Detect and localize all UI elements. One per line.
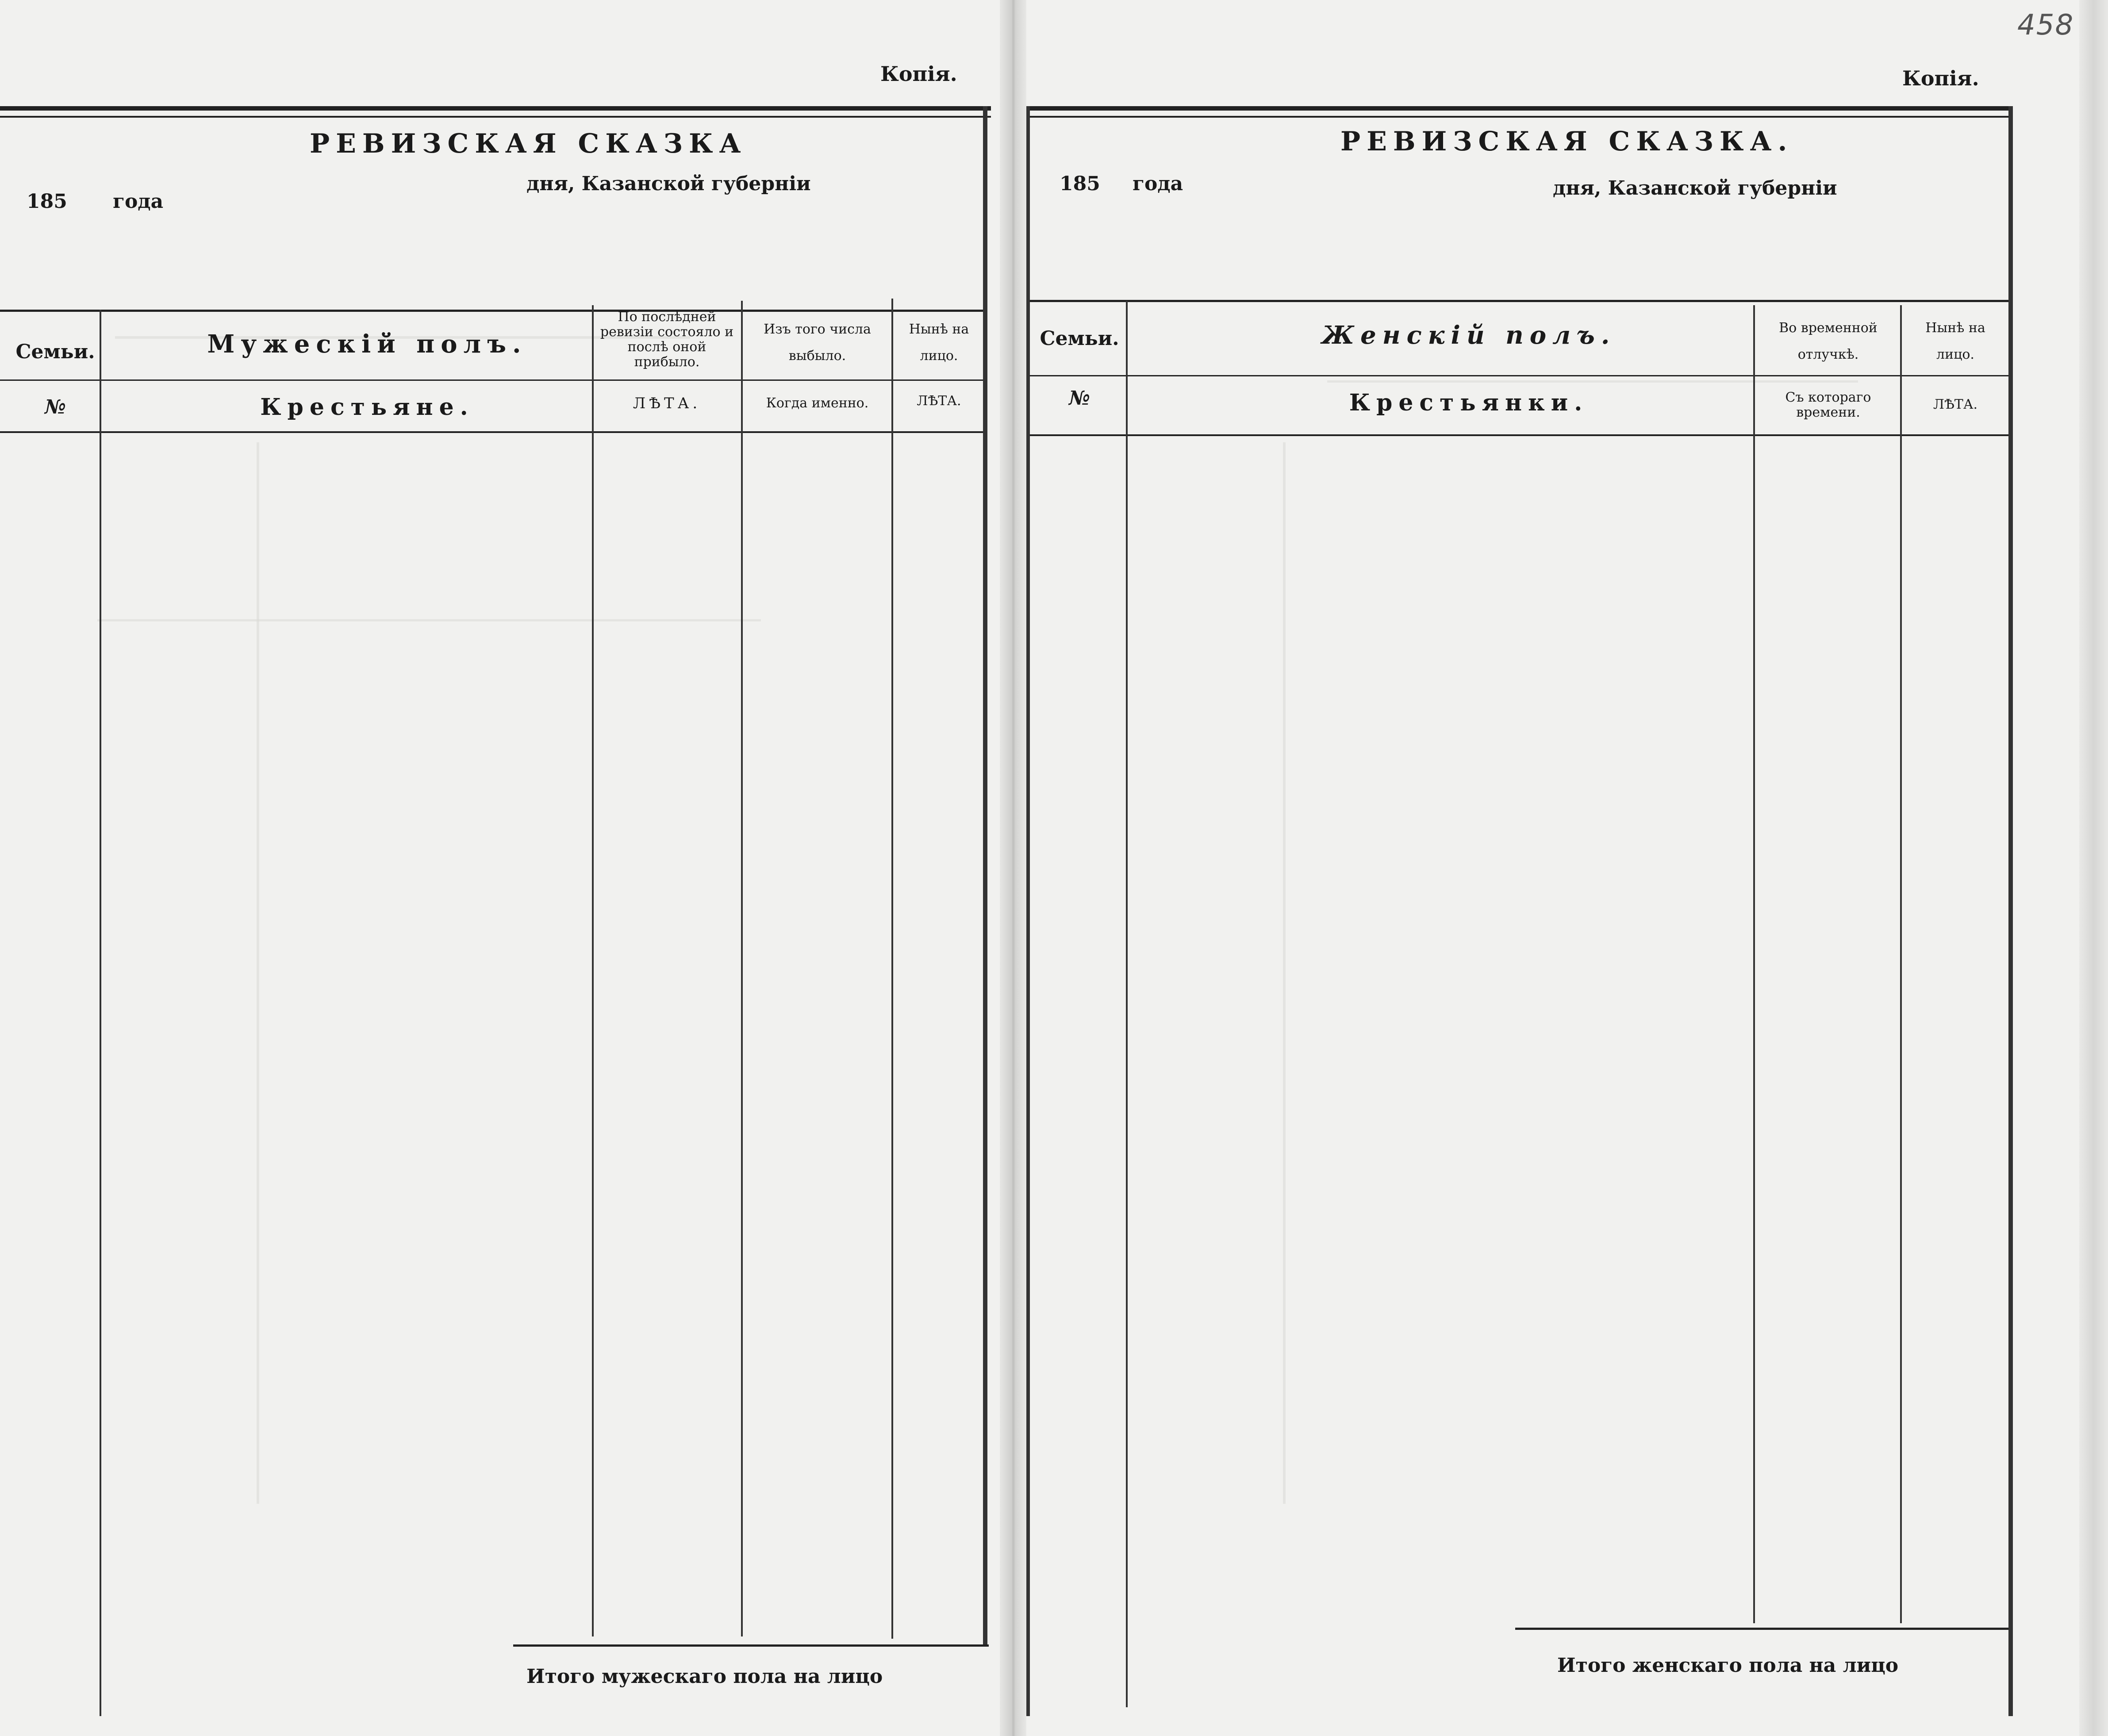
left-last-revision-header: По послѣдней ревизіи состояло и послѣ оной прибыло. — [600, 309, 734, 370]
right-temp-absence-header: Во временной отлучкѣ. — [1779, 320, 1878, 362]
right-page-border-left — [1026, 106, 1030, 1716]
right-col-line — [1126, 301, 1128, 1707]
left-years2-subheader: ЛѢТА. — [917, 393, 961, 409]
right-year: 185 — [1060, 172, 1100, 195]
right-families-header: Семьи. — [1040, 327, 1119, 350]
left-header-sep — [0, 379, 984, 381]
right-top-rule-thin — [1026, 116, 2013, 118]
left-when-subheader: Когда именно. — [766, 395, 869, 411]
bleed-through-line — [1327, 380, 1858, 383]
right-table-top — [1030, 300, 2008, 302]
left-sex-header: Мужескій полъ. — [207, 330, 527, 359]
right-col-line — [1753, 305, 1755, 1623]
bleed-through-line — [1283, 442, 1286, 1504]
right-number-subheader: № — [1069, 387, 1090, 410]
book-gutter — [1000, 0, 1026, 1736]
left-col-line — [891, 299, 893, 1639]
left-subheader-sep — [0, 431, 984, 433]
right-province: дня, Казанской губерніи — [1553, 177, 1837, 199]
right-years-subheader: ЛѢТА. — [1933, 397, 1978, 412]
left-page-border — [983, 106, 987, 1645]
right-col-line — [1900, 305, 1902, 1623]
right-top-rule — [1026, 106, 2013, 111]
right-page — [1013, 0, 2108, 1736]
left-table-top — [0, 310, 984, 312]
left-col-line — [100, 310, 101, 1716]
page-edge — [2079, 0, 2108, 1736]
right-page-border-right — [2008, 106, 2013, 1716]
left-number-subheader: № — [45, 396, 66, 418]
right-header-sep — [1030, 375, 2008, 376]
left-present-header: Нынѣ на лицо. — [909, 322, 969, 364]
right-total-rule — [1515, 1628, 2008, 1630]
right-category-subheader: Крестьянки. — [1349, 389, 1589, 416]
bleed-through-line — [257, 442, 259, 1504]
left-col-line — [592, 305, 594, 1636]
left-total-label: Итого мужескаго пола на лицо — [526, 1665, 883, 1688]
left-departed-header: Изъ того числа выбыло. — [764, 322, 871, 364]
right-total-label: Итого женскаго пола на лицо — [1557, 1654, 1899, 1677]
right-title: РЕВИЗСКАЯ СКАЗКА. — [1340, 126, 1793, 157]
bleed-through-line — [97, 619, 761, 621]
right-year-word: года — [1133, 172, 1183, 195]
left-top-rule-thin — [0, 116, 991, 118]
left-col-line — [741, 301, 743, 1636]
left-page — [0, 0, 1013, 1736]
left-category-subheader: Крестьяне. — [260, 394, 474, 421]
left-years-subheader: ЛѢТА. — [633, 395, 701, 412]
left-title: РЕВИЗСКАЯ СКАЗКА — [310, 128, 747, 159]
left-copy-label: Копія. — [880, 62, 957, 86]
left-total-rule — [513, 1644, 989, 1647]
left-top-rule — [0, 106, 991, 111]
right-subheader-sep — [1030, 434, 2008, 436]
right-copy-label: Копія. — [1902, 66, 1979, 90]
right-present-header: Нынѣ на лицо. — [1925, 320, 1985, 362]
left-year: 185 — [27, 190, 67, 213]
left-families-header: Семьи. — [15, 341, 95, 363]
left-province: дня, Казанской губерніи — [526, 172, 811, 195]
right-since-subheader: Съ котораго времени. — [1785, 390, 1871, 420]
right-sex-header: Женскій полъ. — [1321, 321, 1616, 350]
handwritten-page-number: 458 — [2017, 9, 2074, 42]
left-year-word: года — [113, 190, 164, 213]
